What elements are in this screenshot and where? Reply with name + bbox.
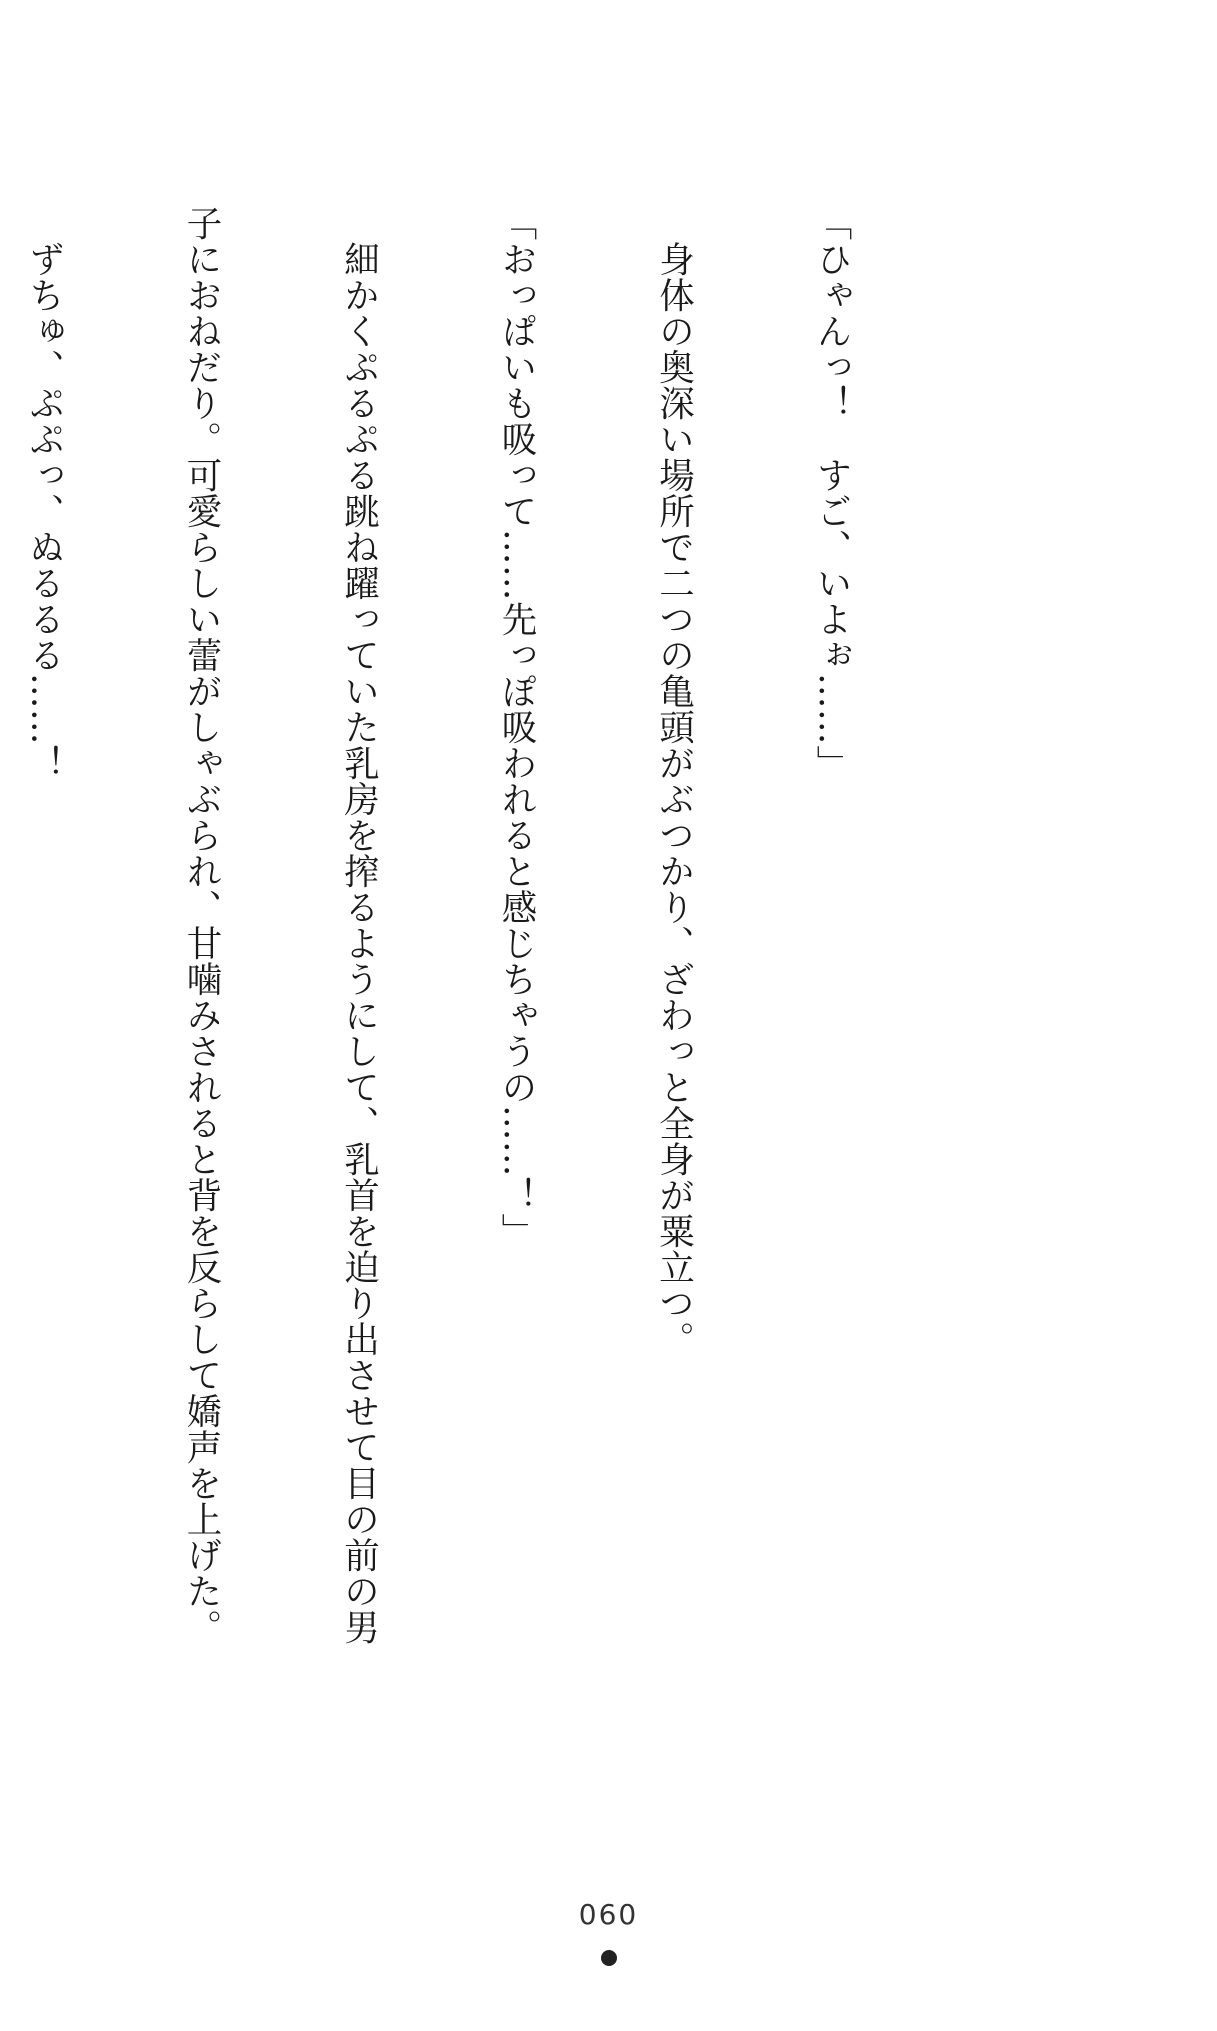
text-line: 「ひゃんっ！ すご、いよぉ……」	[811, 205, 852, 781]
page-number: 060	[578, 1898, 639, 1931]
text-line: 子におねだり。可愛らしい蕾がしゃぶられ、甘噛みされると背を反らして嬌声を上げた。	[181, 205, 222, 1645]
text-line: 細かくぷるぷる跳ね躍っていた乳房を搾るようにして、乳首を迫り出させて目の前の男	[338, 205, 380, 1645]
text-line: ずちゅ、ぷぷっ、ぬるるる……！	[23, 205, 65, 781]
text-line: 身体の奥深い場所で二つの亀頭がぶつかり、ざわっと全身が粟立つ。	[653, 205, 695, 1357]
page-marker-dot	[601, 1950, 617, 1966]
vertical-text-body	[0, 205, 962, 1845]
text-line: 「おっぱいも吸って……先っぽ吸われると感じちゃうの……！」	[496, 205, 537, 1249]
